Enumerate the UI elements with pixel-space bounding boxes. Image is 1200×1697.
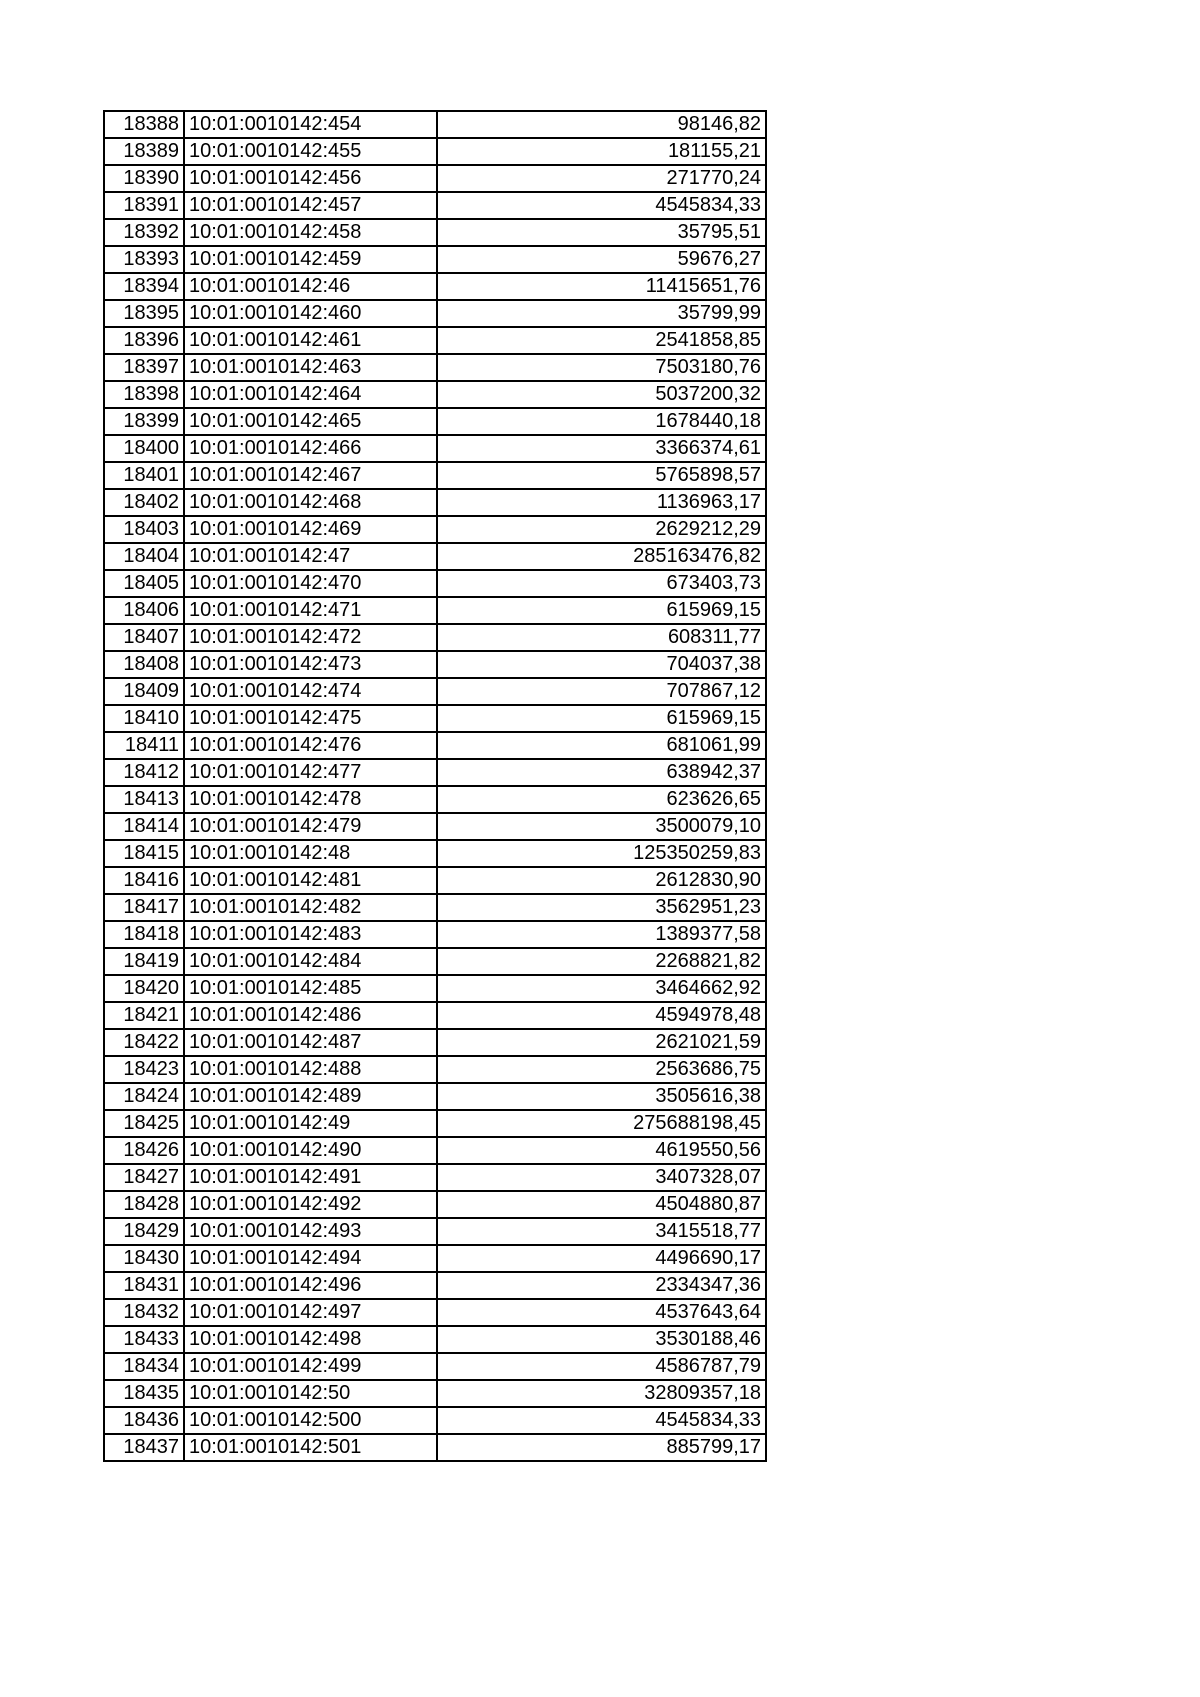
cadastral-number-cell: 10:01:0010142:466: [184, 435, 437, 462]
row-number-cell: 18403: [104, 516, 184, 543]
table-row: [104, 597, 766, 624]
row-number-cell: 18426: [104, 1137, 184, 1164]
value-cell: 5037200,32: [437, 381, 766, 408]
value-cell: 35799,99: [437, 300, 766, 327]
row-number-cell: 18424: [104, 1083, 184, 1110]
value-cell: 2541858,85: [437, 327, 766, 354]
value-cell: 4545834,33: [437, 1407, 766, 1434]
row-number-cell: 18421: [104, 1002, 184, 1029]
row-number-cell: 18436: [104, 1407, 184, 1434]
row-number-cell: 18414: [104, 813, 184, 840]
cadastral-number-cell: 10:01:0010142:481: [184, 867, 437, 894]
value-cell: 2629212,29: [437, 516, 766, 543]
cadastral-number-cell: 10:01:0010142:460: [184, 300, 437, 327]
value-cell: 7503180,76: [437, 354, 766, 381]
table-row: [104, 894, 766, 921]
value-cell: 704037,38: [437, 651, 766, 678]
table-row: [104, 1245, 766, 1272]
row-number-cell: 18408: [104, 651, 184, 678]
cadastral-number-cell: 10:01:0010142:50: [184, 1380, 437, 1407]
table-row: [104, 813, 766, 840]
table-row: [104, 1191, 766, 1218]
cadastral-number-cell: 10:01:0010142:490: [184, 1137, 437, 1164]
cadastral-number-cell: 10:01:0010142:474: [184, 678, 437, 705]
value-cell: 4545834,33: [437, 192, 766, 219]
table-row: [104, 111, 766, 138]
value-cell: 2563686,75: [437, 1056, 766, 1083]
row-number-cell: 18392: [104, 219, 184, 246]
table-row: [104, 1434, 766, 1461]
cadastral-number-cell: 10:01:0010142:488: [184, 1056, 437, 1083]
row-number-cell: 18429: [104, 1218, 184, 1245]
value-cell: 4619550,56: [437, 1137, 766, 1164]
value-cell: 1678440,18: [437, 408, 766, 435]
value-cell: 271770,24: [437, 165, 766, 192]
cadastral-number-cell: 10:01:0010142:457: [184, 192, 437, 219]
table-row: [104, 1380, 766, 1407]
cadastral-number-cell: 10:01:0010142:471: [184, 597, 437, 624]
table-row: [104, 138, 766, 165]
table-row: [104, 1137, 766, 1164]
value-cell: 4496690,17: [437, 1245, 766, 1272]
table-row: [104, 1164, 766, 1191]
table-row: [104, 570, 766, 597]
row-number-cell: 18420: [104, 975, 184, 1002]
cadastral-number-cell: 10:01:0010142:496: [184, 1272, 437, 1299]
cadastral-number-cell: 10:01:0010142:477: [184, 759, 437, 786]
row-number-cell: 18401: [104, 462, 184, 489]
row-number-cell: 18400: [104, 435, 184, 462]
cadastral-number-cell: 10:01:0010142:499: [184, 1353, 437, 1380]
cadastral-number-cell: 10:01:0010142:487: [184, 1029, 437, 1056]
row-number-cell: 18419: [104, 948, 184, 975]
value-cell: 3562951,23: [437, 894, 766, 921]
value-cell: 2612830,90: [437, 867, 766, 894]
value-cell: 2268821,82: [437, 948, 766, 975]
value-cell: 1389377,58: [437, 921, 766, 948]
cadastral-number-cell: 10:01:0010142:465: [184, 408, 437, 435]
cadastral-number-cell: 10:01:0010142:501: [184, 1434, 437, 1461]
value-cell: 3415518,77: [437, 1218, 766, 1245]
row-number-cell: 18425: [104, 1110, 184, 1137]
row-number-cell: 18406: [104, 597, 184, 624]
table-row: [104, 921, 766, 948]
row-number-cell: 18427: [104, 1164, 184, 1191]
table-row: [104, 543, 766, 570]
cadastral-number-cell: 10:01:0010142:493: [184, 1218, 437, 1245]
cadastral-number-cell: 10:01:0010142:479: [184, 813, 437, 840]
table-row: [104, 246, 766, 273]
table-row: [104, 435, 766, 462]
row-number-cell: 18434: [104, 1353, 184, 1380]
row-number-cell: 18389: [104, 138, 184, 165]
value-cell: 4504880,87: [437, 1191, 766, 1218]
table-row: [104, 948, 766, 975]
row-number-cell: 18407: [104, 624, 184, 651]
value-cell: 638942,37: [437, 759, 766, 786]
value-cell: 2334347,36: [437, 1272, 766, 1299]
row-number-cell: 18432: [104, 1299, 184, 1326]
cadastral-number-cell: 10:01:0010142:456: [184, 165, 437, 192]
value-cell: 3500079,10: [437, 813, 766, 840]
value-cell: 1136963,17: [437, 489, 766, 516]
row-number-cell: 18416: [104, 867, 184, 894]
table-row: [104, 165, 766, 192]
value-cell: 35795,51: [437, 219, 766, 246]
table-row: [104, 840, 766, 867]
value-cell: 59676,27: [437, 246, 766, 273]
row-number-cell: 18402: [104, 489, 184, 516]
row-number-cell: 18437: [104, 1434, 184, 1461]
value-cell: 3505616,38: [437, 1083, 766, 1110]
row-number-cell: 18413: [104, 786, 184, 813]
row-number-cell: 18430: [104, 1245, 184, 1272]
row-number-cell: 18423: [104, 1056, 184, 1083]
row-number-cell: 18390: [104, 165, 184, 192]
value-cell: 681061,99: [437, 732, 766, 759]
value-cell: 615969,15: [437, 597, 766, 624]
row-number-cell: 18404: [104, 543, 184, 570]
row-number-cell: 18396: [104, 327, 184, 354]
cadastral-number-cell: 10:01:0010142:489: [184, 1083, 437, 1110]
table-row: [104, 516, 766, 543]
row-number-cell: 18409: [104, 678, 184, 705]
cadastral-number-cell: 10:01:0010142:459: [184, 246, 437, 273]
table-row: [104, 489, 766, 516]
cadastral-number-cell: 10:01:0010142:49: [184, 1110, 437, 1137]
cadastral-number-cell: 10:01:0010142:482: [184, 894, 437, 921]
row-number-cell: 18411: [104, 732, 184, 759]
row-number-cell: 18398: [104, 381, 184, 408]
cadastral-number-cell: 10:01:0010142:497: [184, 1299, 437, 1326]
cadastral-number-cell: 10:01:0010142:486: [184, 1002, 437, 1029]
value-cell: 707867,12: [437, 678, 766, 705]
value-cell: 98146,82: [437, 111, 766, 138]
value-cell: 3530188,46: [437, 1326, 766, 1353]
table-row: [104, 678, 766, 705]
cadastral-number-cell: 10:01:0010142:478: [184, 786, 437, 813]
cadastral-number-cell: 10:01:0010142:469: [184, 516, 437, 543]
row-number-cell: 18393: [104, 246, 184, 273]
table-row: [104, 462, 766, 489]
table-row: [104, 1083, 766, 1110]
value-cell: 3366374,61: [437, 435, 766, 462]
value-cell: 285163476,82: [437, 543, 766, 570]
value-cell: 673403,73: [437, 570, 766, 597]
cadastral-number-cell: 10:01:0010142:475: [184, 705, 437, 732]
table-row: [104, 1029, 766, 1056]
table-row: [104, 192, 766, 219]
row-number-cell: 18405: [104, 570, 184, 597]
value-cell: 2621021,59: [437, 1029, 766, 1056]
cadastral-number-cell: 10:01:0010142:484: [184, 948, 437, 975]
row-number-cell: 18417: [104, 894, 184, 921]
value-cell: 885799,17: [437, 1434, 766, 1461]
row-number-cell: 18418: [104, 921, 184, 948]
cadastral-number-cell: 10:01:0010142:461: [184, 327, 437, 354]
cadastral-number-cell: 10:01:0010142:472: [184, 624, 437, 651]
row-number-cell: 18433: [104, 1326, 184, 1353]
table-row: [104, 759, 766, 786]
cadastral-number-cell: 10:01:0010142:467: [184, 462, 437, 489]
table-row: [104, 1218, 766, 1245]
cadastral-number-cell: 10:01:0010142:46: [184, 273, 437, 300]
value-cell: 5765898,57: [437, 462, 766, 489]
row-number-cell: 18395: [104, 300, 184, 327]
row-number-cell: 18397: [104, 354, 184, 381]
cadastral-number-cell: 10:01:0010142:468: [184, 489, 437, 516]
table-row: [104, 408, 766, 435]
row-number-cell: 18394: [104, 273, 184, 300]
row-number-cell: 18415: [104, 840, 184, 867]
value-cell: 32809357,18: [437, 1380, 766, 1407]
value-cell: 623626,65: [437, 786, 766, 813]
cadastral-number-cell: 10:01:0010142:463: [184, 354, 437, 381]
table-row: [104, 219, 766, 246]
table-row: [104, 1056, 766, 1083]
table-row: [104, 624, 766, 651]
cadastral-number-cell: 10:01:0010142:491: [184, 1164, 437, 1191]
cadastral-number-cell: 10:01:0010142:47: [184, 543, 437, 570]
row-number-cell: 18388: [104, 111, 184, 138]
row-number-cell: 18435: [104, 1380, 184, 1407]
table-row: [104, 327, 766, 354]
value-cell: 3407328,07: [437, 1164, 766, 1191]
cadastral-number-cell: 10:01:0010142:473: [184, 651, 437, 678]
value-cell: 4537643,64: [437, 1299, 766, 1326]
value-cell: 11415651,76: [437, 273, 766, 300]
table-row: [104, 300, 766, 327]
row-number-cell: 18428: [104, 1191, 184, 1218]
table-row: [104, 786, 766, 813]
table-row: [104, 867, 766, 894]
table-row: [104, 354, 766, 381]
cadastral-number-cell: 10:01:0010142:483: [184, 921, 437, 948]
value-cell: 608311,77: [437, 624, 766, 651]
cadastral-number-cell: 10:01:0010142:485: [184, 975, 437, 1002]
row-number-cell: 18410: [104, 705, 184, 732]
table-row: [104, 732, 766, 759]
table-row: [104, 1110, 766, 1137]
value-cell: 275688198,45: [437, 1110, 766, 1137]
cadastral-number-cell: 10:01:0010142:464: [184, 381, 437, 408]
table-row: [104, 1353, 766, 1380]
table-row: [104, 705, 766, 732]
cadastral-number-cell: 10:01:0010142:476: [184, 732, 437, 759]
cadastral-number-cell: 10:01:0010142:498: [184, 1326, 437, 1353]
cadastral-value-table: [103, 110, 767, 1462]
row-number-cell: 18399: [104, 408, 184, 435]
table-row: [104, 381, 766, 408]
cadastral-number-cell: 10:01:0010142:492: [184, 1191, 437, 1218]
value-cell: 181155,21: [437, 138, 766, 165]
cadastral-number-cell: 10:01:0010142:455: [184, 138, 437, 165]
cadastral-number-cell: 10:01:0010142:500: [184, 1407, 437, 1434]
value-cell: 4594978,48: [437, 1002, 766, 1029]
row-number-cell: 18391: [104, 192, 184, 219]
table-row: [104, 975, 766, 1002]
table-row: [104, 273, 766, 300]
table-row: [104, 1272, 766, 1299]
table-row: [104, 1407, 766, 1434]
row-number-cell: 18431: [104, 1272, 184, 1299]
cadastral-number-cell: 10:01:0010142:454: [184, 111, 437, 138]
table-row: [104, 1002, 766, 1029]
cadastral-number-cell: 10:01:0010142:48: [184, 840, 437, 867]
cadastral-number-cell: 10:01:0010142:470: [184, 570, 437, 597]
cadastral-number-cell: 10:01:0010142:458: [184, 219, 437, 246]
value-cell: 615969,15: [437, 705, 766, 732]
table-row: [104, 1299, 766, 1326]
value-cell: 4586787,79: [437, 1353, 766, 1380]
row-number-cell: 18422: [104, 1029, 184, 1056]
value-cell: 3464662,92: [437, 975, 766, 1002]
row-number-cell: 18412: [104, 759, 184, 786]
cadastral-number-cell: 10:01:0010142:494: [184, 1245, 437, 1272]
table-body: [104, 111, 766, 1461]
value-cell: 125350259,83: [437, 840, 766, 867]
table-row: [104, 651, 766, 678]
table-row: [104, 1326, 766, 1353]
